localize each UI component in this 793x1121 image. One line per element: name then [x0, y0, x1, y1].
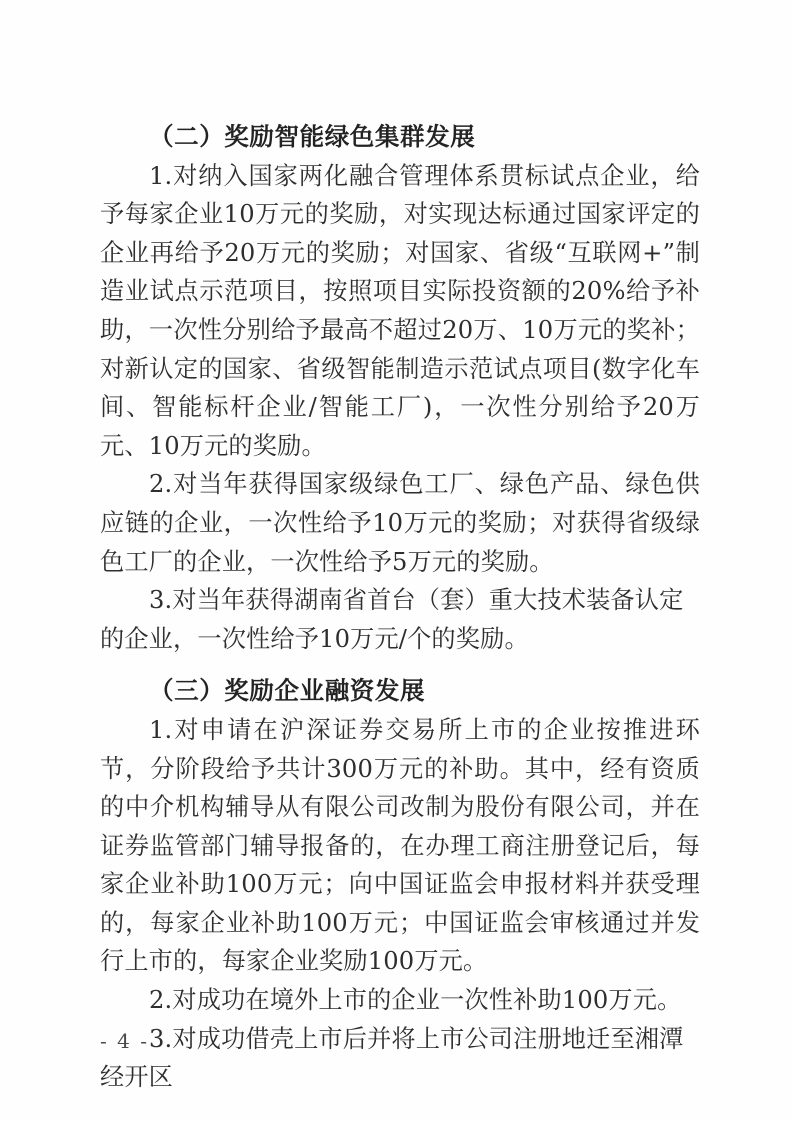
paragraph-2-1: 1.对纳入国家两化融合管理体系贯标试点企业，给予每家企业10万元的奖励，对实现达标通过国家评定的企业再给予20万元的奖励；对国家、省级“互联网+”制造业试点示范项目，按照项目实际投资额的20%给予补助，一次性分别给予最高不超过20万、10万元的奖补；对新认定的国家、省级智能制造示范试点项目(数字化车间、智能标杆企业/智能工厂)，一次性分别给予20万元、10万元的奖励。 — [100, 161, 700, 460]
paragraph-3-1: 1.对申请在沪深证券交易所上市的企业按推进环节，分阶段给予共计300万元的补助。其中，经有资质的中介机构辅导从有限公司改制为股份有限公司，并在证券监管部门辅导报备的，在办理工商注册登记后，每家企业补助100万元；向中国证监会申报材料并获受理的，每家企业补助100万元；中国证监会审核通过并发行上市的，每家企业奖励100万元。 — [100, 715, 700, 976]
paragraph-2-2: 2.对当年获得国家级绿色工厂、绿色产品、绿色供应链的企业，一次性给予10万元的奖励；对获得省级绿色工厂的企业，一次性给予5万元的奖励。 — [100, 470, 700, 576]
section-heading-2: （二）奖励智能绿色集群发展 — [149, 122, 476, 151]
paragraph-3-3: 3.对成功借壳上市后并将上市公司注册地迁至湘潭经开区 — [100, 1024, 684, 1092]
page-number-footer: - 4 - — [100, 1029, 149, 1053]
paragraph-3-2: 2.对成功在境外上市的企业一次性补助100万元。 — [149, 986, 682, 1015]
section-heading-3: （三）奖励企业融资发展 — [149, 676, 426, 706]
paragraph-2-3: 3.对当年获得湖南省首台（套）重大技术装备认定的企业，一次性给予10万元/个的奖励。 — [100, 586, 684, 653]
document-body — [100, 118, 700, 1097]
